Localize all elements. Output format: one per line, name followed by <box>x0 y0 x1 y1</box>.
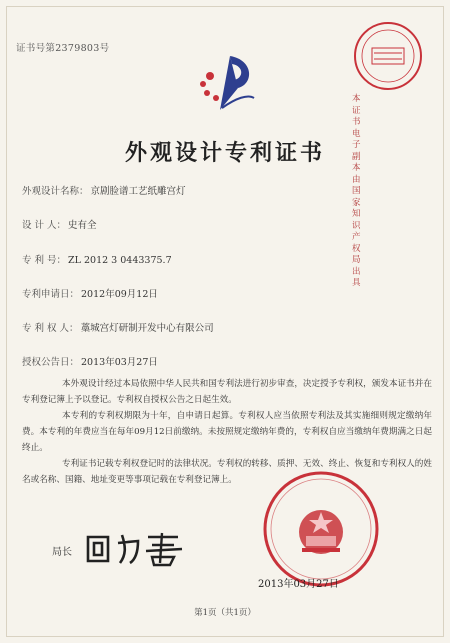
paragraph-term: 本专利的专利权期限为十年，自申请日起算。专利权人应当依照专利法及其实施细则规定缴纳年费。本专利的年费应当在每年09月12日前缴纳。未按照规定缴纳年费的，专利权自应当缴纳年费期满之日起终止。 <box>22 411 432 453</box>
director-label: 局长 <box>52 547 72 558</box>
design-name-field <box>22 183 186 197</box>
electronic-copy-note: 本证书电子副本由国家知识产权局出具 <box>352 94 361 288</box>
patentee-value: 藁城宫灯研制开发中心有限公司 <box>80 323 214 334</box>
designer-label: 设 计 人： <box>22 220 67 231</box>
seal-date: 2013年03月27日 <box>258 579 339 590</box>
application-date-value: 2012年09月12日 <box>81 289 158 300</box>
design-name-label: 外观设计名称： <box>22 186 89 197</box>
patent-office-logo-icon <box>196 50 256 116</box>
paragraph-legal-status: 专利证书记载专利权登记时的法律状况。专利权的转移、质押、无效、终止、恢复和专利权人的姓名或名称、国籍、地址变更等事项记载在专利登记簿上。 <box>22 459 432 485</box>
paragraph-grant: 本外观设计经过本局依照中华人民共和国专利法进行初步审查，决定授予专利权，颁发本证书并在专利登记簿上予以登记。专利权自授权公告之日起生效。 <box>22 379 432 405</box>
electronic-copy-seal-icon <box>352 20 424 92</box>
grant-date-field <box>22 354 158 368</box>
certificate-title: 外观设计专利证书 <box>124 140 325 166</box>
certificate-number: 证书号第2379803号 <box>16 43 110 54</box>
patent-number-field <box>22 252 172 266</box>
patent-number-label: 专 利 号： <box>22 255 67 266</box>
application-date-label: 专利申请日： <box>22 289 80 300</box>
page-footer: 第1页（共1页） <box>194 608 256 618</box>
patentee-label: 专 利 权 人： <box>22 323 79 334</box>
official-seal-icon <box>262 470 380 588</box>
grant-date-value: 2013年03月27日 <box>81 357 158 368</box>
application-date-field <box>22 286 158 300</box>
grant-date-label: 授权公告日： <box>22 357 80 368</box>
design-name-value: 京剧脸谱工艺纸雕宫灯 <box>90 186 186 197</box>
designer-field <box>22 217 97 231</box>
patent-number-value: ZL 2012 3 0443375.7 <box>68 255 172 266</box>
designer-value: 史有全 <box>68 220 97 231</box>
director-signature-icon <box>82 527 192 567</box>
patentee-field <box>22 320 214 334</box>
